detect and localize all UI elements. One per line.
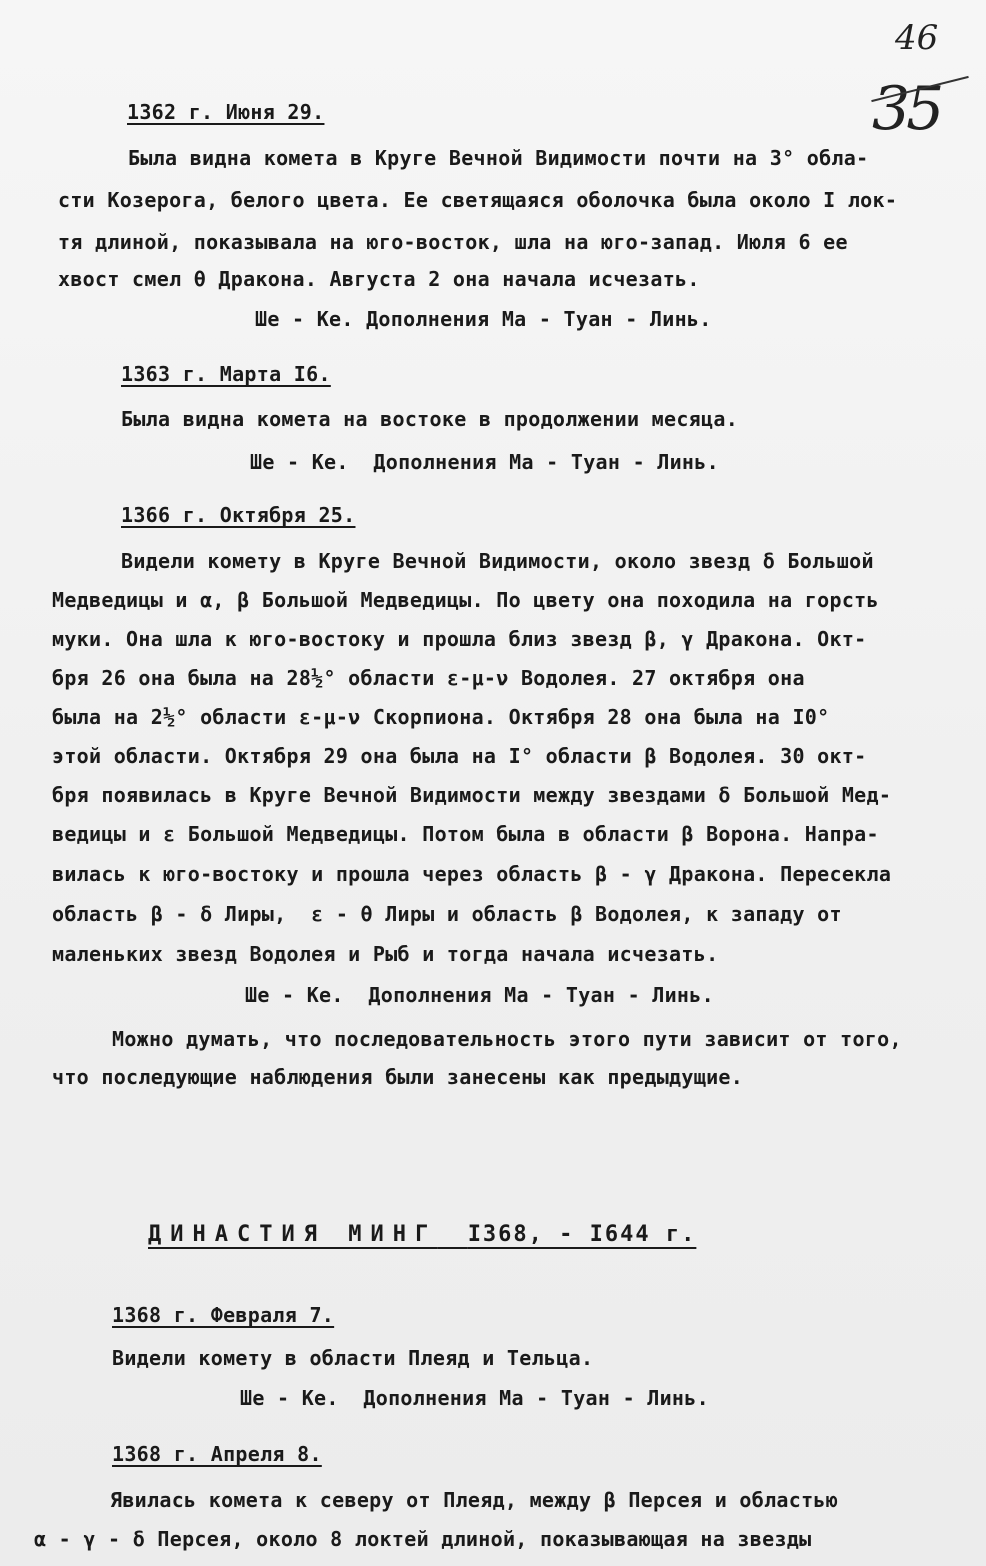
entry-text-line: муки. Она шла к юго-востоку и прошла близ звезд β, γ Дракона. Окт- bbox=[52, 627, 867, 651]
dynasty-heading bbox=[148, 1222, 696, 1247]
entry-note-line: Можно думать, что последовательность этого пути зависит от того, bbox=[112, 1027, 902, 1051]
entry-date: 1368 г. Февраля 7. bbox=[112, 1303, 335, 1327]
entry-source: Ше - Ке. Дополнения Ма - Туан - Линь. bbox=[255, 307, 712, 331]
entry-text-line: хвост смел θ Дракона. Августа 2 она начала исчезать. bbox=[58, 267, 700, 291]
entry-text-line: Явилась комета к северу от Плеяд, между β Персея и областью bbox=[110, 1488, 839, 1512]
entry-text-line: Видели комету в Круге Вечной Видимости, около звезд δ Большой bbox=[121, 549, 874, 573]
entry-date: 1366 г. Октября 25. bbox=[121, 503, 356, 527]
entry-text-line: область β - δ Лиры, ε - θ Лиры и область β Водолея, к западу от bbox=[52, 902, 842, 926]
entry-text-line: Была видна комета в Круге Вечной Видимости почти на 3° обла- bbox=[128, 146, 869, 170]
entry-text-line: бря появилась в Круге Вечной Видимости между звездами δ Большой Мед- bbox=[52, 783, 892, 807]
entry-text-line: ведицы и ε Большой Медведицы. Потом была в области β Ворона. Напра- bbox=[52, 822, 879, 846]
entry-text-line: Была видна комета на востоке в продолжении месяца. bbox=[121, 407, 739, 431]
entry-text-line: вилась к юго-востоку и прошла через область β - γ Дракона. Пересекла bbox=[52, 862, 892, 886]
entry-text-line: Видели комету в области Плеяд и Тельца. bbox=[112, 1346, 594, 1370]
page-number-top: 46 bbox=[895, 18, 939, 58]
entry-note-line: что последующие наблюдения были занесены как предыдущие. bbox=[52, 1065, 744, 1089]
entry-source: Ше - Ке. Дополнения Ма - Туан - Линь. bbox=[245, 983, 714, 1007]
entry-text-line: этой области. Октября 29 она была на I° области β Водолея. 30 окт- bbox=[52, 744, 867, 768]
entry-text-line: была на 2½° области ε-μ-ν Скорпиона. Октября 28 она была на I0° bbox=[52, 705, 830, 729]
entry-source: Ше - Ке. Дополнения Ма - Туан - Линь. bbox=[240, 1386, 709, 1410]
entry-date: 1363 г. Марта I6. bbox=[121, 362, 331, 386]
entry-date: 1362 г. Июня 29. bbox=[127, 100, 325, 124]
entry-text-line: бря 26 она была на 28½° области ε-μ-ν Водолея. 27 октября она bbox=[52, 666, 805, 690]
entry-date: 1368 г. Апреля 8. bbox=[112, 1442, 322, 1466]
entry-source: Ше - Ке. Дополнения Ма - Туан - Линь. bbox=[250, 450, 719, 474]
entry-text-line: тя длиной, показывала на юго-восток, шла на юго-запад. Июля 6 ее bbox=[58, 230, 848, 254]
entry-text-line: α - γ - δ Персея, около 8 локтей длиной, показывающая на звезды bbox=[34, 1527, 812, 1551]
dynasty-heading-title: ДИНАСТИЯ МИНГ bbox=[148, 1222, 438, 1247]
entry-text-line: маленьких звезд Водолея и Рыб и тогда начала исчезать. bbox=[52, 942, 719, 966]
entry-text-line: Медведицы и α, β Большой Медведицы. По цвету она походила на горсть bbox=[52, 588, 879, 612]
page-number-second: 35 bbox=[872, 74, 941, 144]
entry-text-line: сти Козерога, белого цвета. Ее светящаяся оболочка была около I лок- bbox=[58, 188, 898, 212]
dynasty-heading-years: I368, - I644 г. bbox=[467, 1222, 697, 1247]
